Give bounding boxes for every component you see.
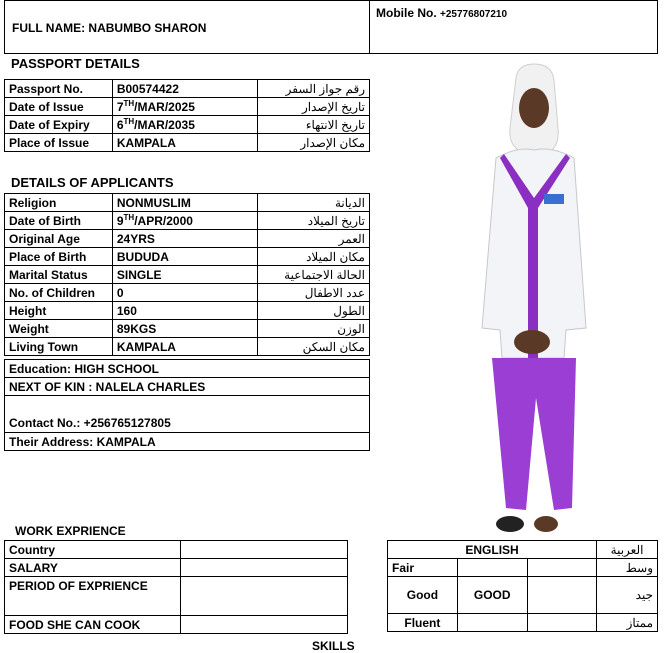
row-value-sup: TH: [123, 212, 135, 222]
row-value-main: KAMPALA: [116, 339, 176, 354]
applicant-extra-table: [4, 359, 370, 451]
mobile-row: [376, 6, 507, 20]
row-label: Height: [5, 302, 113, 320]
table-row: [5, 541, 348, 559]
arabic-header: العربية: [597, 541, 658, 559]
row-value-main: NONMUSLIM: [116, 195, 191, 210]
work-row-value: [180, 559, 347, 577]
work-table: [4, 540, 348, 634]
table-row: [5, 80, 370, 98]
passport-section-title: PASSPORT DETAILS: [11, 56, 140, 71]
row-label: Original Age: [5, 230, 113, 248]
row-value-rest: /MAR/2035: [134, 117, 195, 132]
table-row: [5, 194, 370, 212]
row-value-main: 0: [116, 285, 124, 300]
skills-title: SKILLS: [312, 639, 355, 653]
row-label: Passport No.: [5, 80, 113, 98]
row-value-main: B00574422: [116, 81, 179, 96]
row-value: [112, 80, 257, 98]
row-value-rest: /APR/2000: [134, 213, 193, 228]
table-row: [5, 134, 370, 152]
row-arabic-label: تاريخ الإصدار: [258, 98, 370, 116]
table-row: [5, 230, 370, 248]
name-box: [4, 0, 370, 54]
work-row-value: [180, 577, 347, 616]
applicant-table: [4, 193, 370, 356]
row-value: [112, 134, 257, 152]
row-label: Religion: [5, 194, 113, 212]
row-value-main: 160: [116, 303, 137, 318]
fair-arabic: وسط: [597, 559, 658, 577]
table-row: [5, 248, 370, 266]
row-value-main: 7: [116, 99, 124, 114]
row-arabic-label: مكان السكن: [258, 338, 370, 356]
work-section-title: WORK EXPRIENCE: [15, 524, 126, 538]
table-row: [5, 98, 370, 116]
row-value: [112, 320, 257, 338]
work-row-label: FOOD SHE CAN COOK: [5, 616, 181, 634]
row-value: [112, 284, 257, 302]
row-arabic-label: رقم جواز السفر: [258, 80, 370, 98]
row-arabic-label: تاريخ الميلاد: [258, 212, 370, 230]
mobile-label: Mobile No.: [376, 6, 437, 20]
applicant-section-title: DETAILS OF APPLICANTS: [11, 175, 174, 190]
row-arabic-label: تاريخ الانتهاء: [258, 116, 370, 134]
good-arabic: جيد: [597, 577, 658, 614]
row-label: Date of Issue: [5, 98, 113, 116]
row-arabic-label: مكان الإصدار: [258, 134, 370, 152]
language-table: [387, 540, 658, 632]
table-row: [5, 577, 348, 616]
row-arabic-label: الديانة: [258, 194, 370, 212]
address-cell: Their Address: KAMPALA: [5, 433, 370, 451]
row-label: Place of Birth: [5, 248, 113, 266]
work-row-value: [180, 616, 347, 634]
row-value: [112, 338, 257, 356]
work-row-value: [180, 541, 347, 559]
row-value: [112, 302, 257, 320]
next-of-kin-cell: NEXT OF KIN : NALELA CHARLES: [5, 378, 370, 396]
row-label: Weight: [5, 320, 113, 338]
full-name: FULL NAME: NABUMBO SHARON: [12, 21, 207, 35]
row-arabic-label: الحالة الاجتماعية: [258, 266, 370, 284]
table-row: [5, 338, 370, 356]
row-value-main: KAMPALA: [116, 135, 176, 150]
table-row: [5, 616, 348, 634]
good-label: Good: [388, 577, 458, 614]
row-value: [112, 116, 257, 134]
fluent-label: Fluent: [388, 614, 458, 632]
row-value-main: BUDUDA: [116, 249, 169, 264]
table-row: [5, 284, 370, 302]
education-cell: Education: HIGH SCHOOL: [5, 360, 370, 378]
row-value: [112, 230, 257, 248]
table-row: [5, 116, 370, 134]
row-label: No. of Children: [5, 284, 113, 302]
fluent-arabic: ممتاز: [597, 614, 658, 632]
row-label: Place of Issue: [5, 134, 113, 152]
row-value: [112, 194, 257, 212]
fair-label: Fair: [388, 559, 458, 577]
row-arabic-label: الطول: [258, 302, 370, 320]
english-header: ENGLISH: [388, 541, 597, 559]
table-row: [5, 212, 370, 230]
mobile-value: +25776807210: [440, 9, 508, 20]
table-row: [5, 320, 370, 338]
passport-table: [4, 79, 370, 152]
work-row-label: PERIOD OF EXPRIENCE: [5, 577, 181, 616]
applicant-photo: [478, 58, 590, 536]
row-value-main: 89KGS: [116, 321, 157, 336]
row-arabic-label: الوزن: [258, 320, 370, 338]
row-arabic-label: العمر: [258, 230, 370, 248]
contact-text: Contact No.: +256765127805: [9, 416, 171, 430]
work-row-label: SALARY: [5, 559, 181, 577]
row-value-main: 24YRS: [116, 231, 155, 246]
table-row: [5, 302, 370, 320]
row-label: Date of Birth: [5, 212, 113, 230]
good-value: GOOD: [457, 577, 527, 614]
row-value-sup: TH: [123, 98, 135, 108]
row-arabic-label: عدد الاطفال: [258, 284, 370, 302]
row-value-main: 6: [116, 117, 124, 132]
row-value-main: SINGLE: [116, 267, 162, 282]
row-value: [112, 98, 257, 116]
row-value-rest: /MAR/2025: [134, 99, 195, 114]
row-arabic-label: مكان الميلاد: [258, 248, 370, 266]
contact-cell: [5, 396, 370, 433]
row-value: [112, 212, 257, 230]
row-label: Living Town: [5, 338, 113, 356]
row-value: [112, 266, 257, 284]
row-value-sup: TH: [123, 116, 135, 126]
table-row: [5, 559, 348, 577]
row-label: Date of Expiry: [5, 116, 113, 134]
row-label: Marital Status: [5, 266, 113, 284]
work-row-label: Country: [5, 541, 181, 559]
row-value: [112, 248, 257, 266]
table-row: [5, 266, 370, 284]
mobile-box: [369, 0, 658, 54]
row-value-main: 9: [116, 213, 124, 228]
